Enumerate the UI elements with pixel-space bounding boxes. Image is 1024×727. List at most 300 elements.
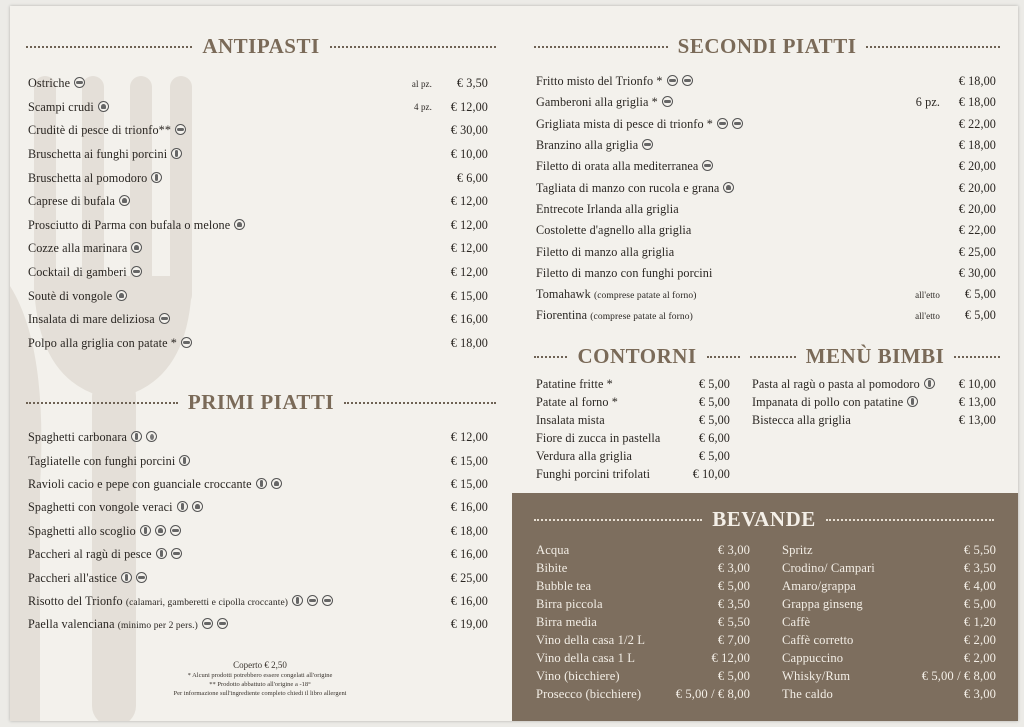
menu-item-name: Cocktail di gamberi bbox=[28, 265, 127, 280]
menu-item-name: Vino della casa 1/2 L bbox=[536, 632, 646, 647]
crustacean-icon bbox=[732, 118, 743, 129]
menu-item-price: € 18,00 bbox=[958, 138, 996, 153]
menu-item bbox=[536, 559, 750, 577]
menu-item bbox=[536, 156, 996, 177]
menu-item-name: Gamberoni alla griglia * bbox=[536, 95, 658, 110]
menu-item-name: Amaro/grappa bbox=[782, 578, 856, 593]
menu-item bbox=[28, 261, 488, 285]
menu-item-name: Acqua bbox=[536, 542, 570, 557]
menu-item-name: Soutè di vongole bbox=[28, 288, 113, 303]
gluten-icon bbox=[151, 172, 162, 183]
menu-item-name-wrap bbox=[782, 615, 956, 630]
menu-item bbox=[782, 685, 996, 703]
fish-icon bbox=[171, 548, 182, 559]
menu-item-name-wrap bbox=[536, 159, 946, 174]
menu-item-name: Cozze alla marinara bbox=[28, 241, 128, 256]
bevande-panel bbox=[512, 493, 1018, 721]
menu-item-name-wrap bbox=[28, 123, 438, 138]
menu-item-name-wrap bbox=[782, 579, 956, 594]
menu-item-price: € 5,00 / € 8,00 bbox=[675, 686, 750, 701]
menu-item-name-wrap bbox=[28, 241, 438, 256]
menu-item-price: € 3,50 bbox=[456, 76, 488, 91]
menu-item-name: Cappuccino bbox=[782, 650, 844, 665]
menu-item-name: Bruschetta ai funghi porcini bbox=[28, 147, 168, 162]
menu-item-price: € 4,00 bbox=[963, 578, 996, 593]
menu-item-price: € 16,00 bbox=[450, 593, 488, 608]
secondi-heading bbox=[534, 34, 1000, 59]
menu-item-price: € 19,00 bbox=[450, 617, 488, 632]
menu-item bbox=[782, 559, 996, 577]
menu-item bbox=[536, 595, 750, 613]
menu-item bbox=[28, 284, 488, 308]
menu-item bbox=[28, 613, 488, 636]
menu-item-price: € 5,50 bbox=[963, 542, 996, 557]
menu-item-name: Spaghetti carbonara bbox=[28, 430, 128, 445]
menu-item-price: € 12,00 bbox=[450, 241, 488, 256]
menu-item-name: Filetto di manzo alla griglia bbox=[536, 244, 675, 259]
menu-item-name: Paccheri al ragù di pesce bbox=[28, 547, 152, 562]
menu-item bbox=[28, 543, 488, 566]
menu-item-name: Patatine fritte * bbox=[536, 376, 613, 391]
menu-item bbox=[536, 649, 750, 667]
menu-item bbox=[782, 595, 996, 613]
bimbi-list bbox=[752, 375, 996, 429]
menu-item-price: € 12,00 bbox=[711, 650, 750, 665]
menu-item-name: Whisky/Rum bbox=[782, 668, 851, 683]
menu-item-price: € 3,00 bbox=[717, 560, 750, 575]
menu-item-name: Cruditè di pesce di trionfo** bbox=[28, 123, 172, 138]
menu-item-name: Fritto misto del Trionfo * bbox=[536, 74, 663, 89]
menu-item-name-wrap bbox=[536, 687, 676, 702]
menu-item-name-wrap bbox=[536, 223, 946, 238]
menu-item-price: € 15,00 bbox=[450, 453, 488, 468]
menu-item-name: Insalata di mare deliziosa bbox=[28, 312, 155, 327]
menu-item bbox=[536, 284, 996, 305]
menu-item bbox=[536, 241, 996, 262]
menu-item bbox=[536, 92, 996, 113]
menu-item bbox=[28, 96, 488, 120]
menu-item-name: Caffè bbox=[782, 614, 811, 629]
menu-item-price: € 18,00 bbox=[958, 95, 996, 110]
gluten-icon bbox=[907, 396, 918, 407]
menu-item bbox=[536, 199, 996, 220]
menu-item bbox=[28, 166, 488, 190]
menu-item-name: Bibite bbox=[536, 560, 568, 575]
menu-item-note: (comprese patate al forno) bbox=[593, 291, 697, 302]
footnote-frozen: * Alcuni prodotti potrebbero essere congelati all'origine bbox=[187, 672, 333, 679]
menu-item bbox=[536, 631, 750, 649]
menu-item-name: Entrecote Irlanda alla griglia bbox=[536, 201, 679, 216]
shellfish-icon bbox=[116, 290, 127, 301]
menu-item-price: € 12,00 bbox=[450, 194, 488, 209]
menu-item-price: € 1,20 bbox=[963, 614, 996, 629]
menu-item-name: Pasta al ragù o pasta al pomodoro bbox=[752, 376, 920, 391]
menu-item-name-wrap bbox=[28, 100, 414, 115]
divider bbox=[26, 46, 192, 48]
menu-item-name-wrap bbox=[536, 245, 946, 260]
shellfish-icon bbox=[98, 101, 109, 112]
fish-icon bbox=[175, 124, 186, 135]
menu-item-price: € 18,00 bbox=[450, 335, 488, 350]
menu-item bbox=[536, 577, 750, 595]
menu-item-name-wrap bbox=[28, 218, 438, 233]
menu-item-name-wrap bbox=[28, 477, 438, 492]
secondi-title: SECONDI PIATTI bbox=[677, 34, 857, 58]
menu-item-name-wrap bbox=[536, 377, 686, 392]
menu-item-price: € 5,00 bbox=[964, 287, 996, 302]
gluten-icon bbox=[292, 595, 303, 606]
menu-item bbox=[28, 72, 488, 96]
gluten-icon bbox=[256, 478, 267, 489]
menu-item-name-wrap bbox=[28, 547, 438, 562]
menu-item-name: Fiore di zucca in pastella bbox=[536, 430, 661, 445]
gluten-icon bbox=[924, 378, 935, 389]
menu-item-price: € 15,00 bbox=[450, 288, 488, 303]
menu-item-name-wrap bbox=[782, 633, 956, 648]
menu-item-price: € 16,00 bbox=[450, 312, 488, 327]
menu-item-name: Spaghetti con vongole veraci bbox=[28, 500, 173, 515]
fish-icon bbox=[159, 313, 170, 324]
menu-item bbox=[28, 566, 488, 589]
menu-item-name-wrap bbox=[28, 571, 438, 586]
menu-item bbox=[28, 449, 488, 472]
antipasti-title: ANTIPASTI bbox=[202, 34, 320, 58]
menu-item-name-wrap bbox=[536, 413, 686, 428]
menu-item-name-wrap bbox=[752, 395, 956, 410]
gluten-icon bbox=[140, 525, 151, 536]
gluten-icon bbox=[171, 148, 182, 159]
menu-item-name: Bruschetta al pomodoro bbox=[28, 170, 148, 185]
menu-item-price: € 5,00 / € 8,00 bbox=[921, 668, 996, 683]
fish-icon bbox=[667, 75, 678, 86]
divider bbox=[866, 46, 1000, 48]
menu-item-name-wrap bbox=[28, 336, 438, 351]
crustacean-icon bbox=[682, 75, 693, 86]
menu-item-name-wrap bbox=[536, 669, 710, 684]
menu-item-price: € 5,00 bbox=[698, 376, 730, 391]
menu-item-price: € 5,00 bbox=[698, 448, 730, 463]
menu-item-name: Crodino/ Campari bbox=[782, 560, 875, 575]
menu-item-price: € 13,00 bbox=[958, 412, 996, 427]
menu-item bbox=[536, 667, 750, 685]
menu-item-name-wrap bbox=[28, 594, 438, 609]
menu-item-price: € 12,00 bbox=[450, 217, 488, 232]
shellfish-icon bbox=[192, 501, 203, 512]
gluten-icon bbox=[156, 548, 167, 559]
menu-item-name: Verdura alla griglia bbox=[536, 448, 633, 463]
menu-item-qty: 4 pz. bbox=[414, 102, 432, 113]
menu-item-price: € 13,00 bbox=[958, 394, 996, 409]
menu-item bbox=[536, 263, 996, 284]
menu-item-name: Ostriche bbox=[28, 76, 71, 91]
menu-item-price: € 7,00 bbox=[717, 632, 750, 647]
menu-item-name: Caprese di bufala bbox=[28, 194, 115, 209]
menu-item-name-wrap bbox=[536, 597, 710, 612]
menu-item bbox=[28, 119, 488, 143]
fish-icon bbox=[307, 595, 318, 606]
divider bbox=[534, 46, 668, 48]
antipasti-heading bbox=[26, 34, 496, 59]
menu-item-name-wrap bbox=[536, 117, 946, 132]
menu-item-name: Birra piccola bbox=[536, 596, 603, 611]
bevande-title: BEVANDE bbox=[712, 507, 816, 531]
divider bbox=[954, 356, 1000, 358]
menu-item-price: € 5,00 bbox=[698, 412, 730, 427]
bevande-heading bbox=[534, 507, 994, 532]
fish-icon bbox=[181, 337, 192, 348]
gluten-icon bbox=[177, 501, 188, 512]
menu-item-name: Spritz bbox=[782, 542, 813, 557]
menu-item bbox=[782, 541, 996, 559]
menu-item-name: Patate al forno * bbox=[536, 394, 618, 409]
menu-item-qty: 6 pz. bbox=[915, 95, 940, 110]
menu-item-name: Tagliata di manzo con rucola e grana bbox=[536, 180, 720, 195]
gluten-icon bbox=[179, 455, 190, 466]
menu-item-name-wrap bbox=[28, 265, 438, 280]
menu-item-name: Vino (bicchiere) bbox=[536, 668, 620, 683]
divider bbox=[534, 356, 567, 358]
menu-item-name-wrap bbox=[536, 138, 946, 153]
menu-item bbox=[28, 590, 488, 613]
menu-item-price: € 3,00 bbox=[717, 542, 750, 557]
menu-item-name: Birra media bbox=[536, 614, 597, 629]
fish-icon bbox=[702, 160, 713, 171]
antipasti-list bbox=[28, 72, 488, 355]
menu-item-name: Tagliatelle con funghi porcini bbox=[28, 453, 176, 468]
menu-item bbox=[782, 613, 996, 631]
menu-item-price: € 5,00 bbox=[717, 668, 750, 683]
menu-item-name-wrap bbox=[28, 454, 438, 469]
menu-item bbox=[28, 190, 488, 214]
menu-item-name: Prosecco (bicchiere) bbox=[536, 686, 642, 701]
menu-item-note: (minimo per 2 pers.) bbox=[117, 621, 198, 632]
menu-item-name-wrap bbox=[782, 687, 956, 702]
menu-item bbox=[28, 214, 488, 238]
menu-item-name-wrap bbox=[536, 308, 915, 323]
menu-item-name: Filetto di manzo con funghi porcini bbox=[536, 265, 713, 280]
menu-item-qty: all'etto bbox=[915, 289, 940, 300]
menu-item-price: € 25,00 bbox=[958, 244, 996, 259]
menu-item-name: Paccheri all'astice bbox=[28, 570, 118, 585]
menu-item-price: € 12,00 bbox=[450, 430, 488, 445]
menu-item-name: Funghi porcini trifolati bbox=[536, 466, 651, 481]
menu-item-name-wrap bbox=[752, 377, 956, 392]
menu-item-name: Grigliata mista di pesce di trionfo * bbox=[536, 116, 713, 131]
fish-icon bbox=[202, 618, 213, 629]
menu-item-name-wrap bbox=[536, 266, 946, 281]
menu-item-qty: all'etto bbox=[915, 310, 940, 321]
crustacean-icon bbox=[217, 618, 228, 629]
menu-item-name-wrap bbox=[28, 500, 438, 515]
menu-sheet bbox=[10, 6, 1018, 721]
menu-item bbox=[28, 496, 488, 519]
menu-item-name-wrap bbox=[536, 561, 710, 576]
menu-item-name: Paella valenciana bbox=[28, 617, 115, 632]
menu-item-name-wrap bbox=[536, 633, 710, 648]
menu-item bbox=[536, 393, 730, 411]
menu-item-price: € 5,00 bbox=[964, 308, 996, 323]
menu-item-price: € 3,50 bbox=[963, 560, 996, 575]
milk-icon bbox=[723, 182, 734, 193]
fish-icon bbox=[717, 118, 728, 129]
milk-icon bbox=[119, 195, 130, 206]
divider bbox=[330, 46, 496, 48]
divider bbox=[707, 356, 740, 358]
menu-item-name-wrap bbox=[28, 171, 438, 186]
shellfish-icon bbox=[155, 525, 166, 536]
menu-item-name: Bubble tea bbox=[536, 578, 592, 593]
primi-title: PRIMI PIATTI bbox=[187, 390, 335, 414]
crustacean-icon bbox=[170, 525, 181, 536]
menu-item bbox=[536, 541, 750, 559]
menu-item-name-wrap bbox=[28, 194, 438, 209]
menu-item bbox=[28, 143, 488, 167]
menu-item-price: € 16,00 bbox=[450, 547, 488, 562]
menu-item-name-wrap bbox=[536, 74, 946, 89]
crustacean-icon bbox=[131, 266, 142, 277]
menu-item bbox=[752, 411, 996, 429]
menu-item-name-wrap bbox=[28, 147, 438, 162]
menu-item-name-wrap bbox=[536, 431, 686, 446]
menu-item bbox=[28, 426, 488, 449]
menu-item-qty: al pz. bbox=[411, 78, 432, 89]
menu-item-name-wrap bbox=[782, 561, 956, 576]
menu-item-name-wrap bbox=[28, 312, 438, 327]
menu-item-price: € 6,00 bbox=[698, 430, 730, 445]
footnote-allergeni: Per informazione sull'ingrediente completo chiedi il libro allergeni bbox=[173, 690, 347, 697]
menu-item bbox=[782, 649, 996, 667]
menu-item-price: € 18,00 bbox=[958, 74, 996, 89]
menu-item-name: Caffè corretto bbox=[782, 632, 854, 647]
fish-icon bbox=[74, 77, 85, 88]
menu-item-name: Vino della casa 1 L bbox=[536, 650, 636, 665]
menu-item-name-wrap bbox=[752, 413, 956, 428]
coperto: Coperto € 2,50 bbox=[233, 660, 287, 670]
menu-item-name: Branzino alla griglia bbox=[536, 138, 639, 153]
menu-item-name: Grappa ginseng bbox=[782, 596, 863, 611]
menu-item-price: € 6,00 bbox=[456, 170, 488, 185]
menu-item-name: Bistecca alla griglia bbox=[752, 412, 851, 427]
bevande-left-list bbox=[536, 541, 750, 703]
menu-item-price: € 25,00 bbox=[450, 570, 488, 585]
menu-item bbox=[536, 305, 996, 326]
milk-icon bbox=[271, 478, 282, 489]
menu-item-price: € 5,50 bbox=[717, 614, 750, 629]
menu-item-note: (comprese patate al forno) bbox=[590, 312, 693, 323]
menu-item-name: Risotto del Trionfo bbox=[28, 593, 123, 608]
milk-icon bbox=[234, 219, 245, 230]
primi-list bbox=[28, 426, 488, 637]
menu-item bbox=[536, 465, 730, 483]
menu-item-name-wrap bbox=[28, 76, 412, 91]
menu-item bbox=[28, 473, 488, 496]
secondi-list bbox=[536, 71, 996, 327]
shellfish-icon bbox=[131, 242, 142, 253]
menu-item bbox=[28, 520, 488, 543]
menu-item-price: € 30,00 bbox=[450, 123, 488, 138]
menu-item-name-wrap bbox=[536, 181, 946, 196]
primi-heading bbox=[26, 390, 496, 415]
crustacean-icon bbox=[136, 572, 147, 583]
menu-item-price: € 15,00 bbox=[450, 476, 488, 491]
menu-item-name-wrap bbox=[28, 430, 438, 445]
menu-item-name-wrap bbox=[782, 597, 956, 612]
menu-item bbox=[536, 220, 996, 241]
menu-item bbox=[536, 375, 730, 393]
menu-item-name: Filetto di orata alla mediterranea bbox=[536, 159, 699, 174]
menu-item-price: € 2,00 bbox=[963, 632, 996, 647]
contorni-heading bbox=[534, 344, 740, 369]
menu-item bbox=[752, 393, 996, 411]
menu-item-name-wrap bbox=[782, 543, 956, 558]
menu-item-price: € 20,00 bbox=[958, 180, 996, 195]
crustacean-icon bbox=[322, 595, 333, 606]
gluten-icon bbox=[131, 431, 142, 442]
bimbi-heading bbox=[750, 344, 1000, 369]
menu-item bbox=[536, 177, 996, 198]
menu-item-name-wrap bbox=[28, 289, 438, 304]
menu-item-name-wrap bbox=[536, 202, 946, 217]
contorni-list bbox=[536, 375, 730, 483]
menu-item-name-wrap bbox=[536, 579, 710, 594]
divider bbox=[26, 402, 178, 404]
crustacean-icon bbox=[662, 96, 673, 107]
footnote-abbattuto: ** Prodotto abbattuto all'origine a -18° bbox=[209, 681, 311, 688]
menu-item-price: € 10,00 bbox=[450, 147, 488, 162]
menu-item bbox=[28, 237, 488, 261]
menu-item-price: € 30,00 bbox=[958, 265, 996, 280]
menu-item-name-wrap bbox=[28, 524, 438, 539]
menu-item-name-wrap bbox=[536, 651, 710, 666]
menu-item-name-wrap bbox=[536, 95, 916, 110]
menu-item-name-wrap bbox=[536, 467, 686, 482]
divider bbox=[750, 356, 796, 358]
bevande-right-list bbox=[782, 541, 996, 703]
menu-item-name: Prosciutto di Parma con bufala o melone bbox=[28, 217, 231, 232]
menu-item bbox=[536, 429, 730, 447]
menu-item bbox=[536, 411, 730, 429]
divider bbox=[344, 402, 496, 404]
menu-item-price: € 18,00 bbox=[450, 523, 488, 538]
divider bbox=[826, 519, 994, 521]
menu-item bbox=[782, 631, 996, 649]
menu-item-name-wrap bbox=[536, 395, 686, 410]
menu-item-price: € 5,00 bbox=[963, 596, 996, 611]
menu-item-name: Costolette d'agnello alla griglia bbox=[536, 223, 692, 238]
menu-item bbox=[536, 71, 996, 92]
menu-item-name-wrap bbox=[28, 617, 438, 632]
menu-item-name-wrap bbox=[536, 543, 710, 558]
menu-item bbox=[782, 667, 996, 685]
menu-item-name: Polpo alla griglia con patate * bbox=[28, 335, 177, 350]
gluten-icon bbox=[121, 572, 132, 583]
menu-item-name: Spaghetti allo scoglio bbox=[28, 523, 136, 538]
menu-item bbox=[782, 577, 996, 595]
egg-icon bbox=[146, 431, 157, 442]
menu-item-price: € 12,00 bbox=[450, 99, 488, 114]
menu-item-price: € 20,00 bbox=[958, 159, 996, 174]
menu-item-name-wrap bbox=[536, 449, 686, 464]
menu-item-note: (calamari, gamberetti e cipolla croccante) bbox=[125, 597, 289, 608]
menu-item-name: Scampi crudi bbox=[28, 99, 94, 114]
menu-item-price: € 22,00 bbox=[958, 116, 996, 131]
menu-item-name: Impanata di pollo con patatine bbox=[752, 394, 904, 409]
menu-item-name: The caldo bbox=[782, 686, 833, 701]
menu-item-name-wrap bbox=[536, 287, 915, 302]
menu-item-name-wrap bbox=[782, 669, 922, 684]
menu-item bbox=[536, 135, 996, 156]
bimbi-title: MENÙ BIMBI bbox=[805, 344, 945, 368]
